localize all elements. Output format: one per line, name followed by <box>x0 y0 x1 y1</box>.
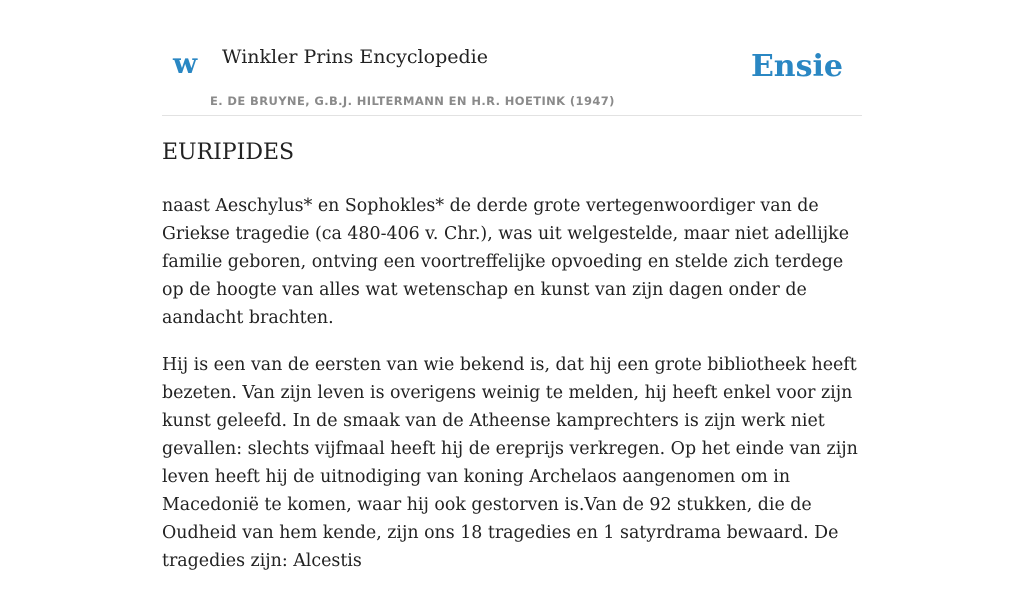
publication-logo[interactable]: w <box>173 47 198 80</box>
entry-title: EURIPIDES <box>162 140 295 165</box>
entry-paragraph: naast Aeschylus* en Sophokles* de derde grote vertegenwoordiger van de Griekse tragedie (ca 480-406 v. Chr.), was uit welgestelde, maar niet adellijke familie geboren, ontving een voortreffelijke opvoeding en stelde zich terdege op de hoogte van alles wat wetenschap en kunst van zijn dagen onder de aandacht brachten. <box>162 196 849 328</box>
article-page <box>162 0 862 571</box>
ensie-logo[interactable]: Ensie <box>750 49 843 84</box>
entry-paragraph: Hij is een van de eersten van wie bekend is, dat hij een grote bibliotheek heeft bezeten. Van zijn leven is overigens weinig te melden, hij heeft enkel voor zijn kunst geleefd. In de smaak van de Atheense kamprechters is zijn werk niet gevallen: slechts vijfmaal heeft hij de ereprijs verkregen. Op het einde van zijn leven heeft hij de uitnodiging van koning Archelaos aangenomen om in Macedonië te komen, waar hij ook gestorven is.Van de 92 stukken, die de Oudheid van hem kende, zijn ons 18 tragedies en 1 satyrdrama bewaard. De tragedies zijn: Alcestis <box>162 355 858 571</box>
source-header <box>162 0 862 116</box>
work-title-link[interactable]: Winkler Prins Encyclopedie <box>222 46 488 68</box>
authors-line: E. DE BRUYNE, G.B.J. HILTERMANN EN H.R. HOETINK (1947) <box>210 94 615 108</box>
entry-body <box>162 192 862 594</box>
